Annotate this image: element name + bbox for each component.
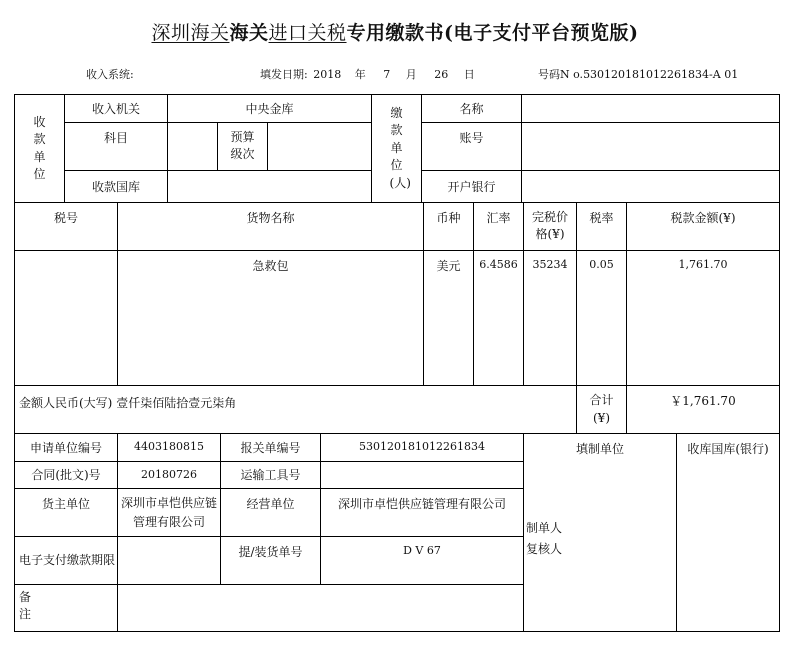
col-currency: 币种 — [424, 203, 474, 251]
amount-in-words — [15, 386, 577, 434]
amount-words-label: 金额人民币(大写) — [19, 396, 113, 410]
col-tax-no: 税号 — [15, 203, 118, 251]
title-form-name: 专用缴款书(电子支付平台预览版) — [346, 22, 639, 44]
item-duty-paid-price: 35234 — [524, 251, 577, 386]
payer-account-value — [522, 123, 780, 171]
income-system-label: 收入系统: — [86, 68, 134, 81]
owner-value: 深圳市卓恺供应链管理有限公司 — [118, 489, 221, 537]
document-title — [0, 18, 790, 45]
declaration-no-value: 530120181012261834 — [321, 434, 524, 462]
remarks-label: 备注 — [15, 585, 118, 632]
remarks-value — [118, 585, 524, 632]
fill-date-month: 7 — [383, 68, 391, 81]
payer-name-label: 名称 — [422, 95, 522, 123]
goods-header-row — [15, 203, 780, 251]
col-duty-paid-price: 完税价格(¥) — [524, 203, 577, 251]
col-tax-rate: 税率 — [577, 203, 627, 251]
authority-value: 中央金库 — [168, 95, 372, 123]
subject-value — [168, 123, 218, 171]
item-goods-name: 急救包 — [118, 251, 424, 386]
maker-label: 制单人 — [526, 521, 563, 535]
signers — [526, 518, 562, 560]
document-number-value: 530120181012261834-A 01 — [583, 68, 739, 81]
bill-no-label: 提/装货单号 — [221, 537, 321, 585]
item-tax-no — [15, 251, 118, 386]
owner-label: 货主单位 — [15, 489, 118, 537]
reviewer-label: 复核人 — [526, 542, 563, 556]
title-customs-name: 深圳海关 — [151, 22, 230, 44]
applicant-code-value: 4403180815 — [118, 434, 221, 462]
fill-date — [260, 66, 475, 82]
item-currency: 美元 — [424, 251, 474, 386]
treasury-bank-cell — [677, 434, 780, 632]
authority-label: 收入机关 — [65, 95, 168, 123]
contract-value: 20180726 — [118, 462, 221, 489]
col-exchange-rate: 汇率 — [474, 203, 524, 251]
item-tax-rate: 0.05 — [577, 251, 627, 386]
payer-section-label: 缴款单位(人) — [372, 95, 422, 203]
item-exchange-rate: 6.4586 — [474, 251, 524, 386]
receiver-payer-table — [14, 94, 780, 203]
income-system — [86, 66, 134, 82]
payer-name-value — [522, 95, 780, 123]
contract-label: 合同(批文)号 — [15, 462, 118, 489]
bill-no-value: D V 67 — [321, 537, 524, 585]
title-customs: 海关 — [229, 22, 269, 44]
title-tax-type: 进口关税 — [268, 22, 347, 44]
fill-unit-label: 填制单位 — [575, 442, 624, 456]
fill-date-day-unit: 日 — [463, 68, 475, 81]
receiver-section-label: 收款单位 — [15, 95, 65, 203]
budget-level-label: 预算级次 — [218, 123, 268, 171]
item-tax-amount: 1,761.70 — [627, 251, 780, 386]
fill-date-year: 2018 — [313, 68, 342, 81]
payer-bank-label: 开户银行 — [422, 171, 522, 203]
table-row — [15, 251, 780, 386]
fill-date-month-unit: 月 — [405, 68, 417, 81]
fill-unit-cell — [524, 434, 677, 632]
col-tax-amount: 税款金额(¥) — [627, 203, 780, 251]
details-table — [14, 433, 780, 632]
budget-level-value — [268, 123, 372, 171]
amount-table — [14, 385, 780, 434]
payer-account-label: 账号 — [422, 123, 522, 171]
fill-date-year-unit: 年 — [354, 68, 366, 81]
treasury-bank-label: 收库国库(银行) — [687, 442, 769, 456]
treasury-value — [168, 171, 372, 203]
document-number — [538, 66, 738, 82]
goods-table — [14, 202, 780, 386]
document-number-label: 号码N o. — [538, 68, 584, 81]
fill-date-day: 26 — [434, 68, 449, 81]
amount-words-value: 壹仟柒佰陆拾壹元柒角 — [116, 396, 237, 410]
operator-label: 经营单位 — [221, 489, 321, 537]
declaration-no-label: 报关单编号 — [221, 434, 321, 462]
total-value: ￥1,761.70 — [627, 386, 780, 434]
treasury-label: 收款国库 — [65, 171, 168, 203]
transport-value — [321, 462, 524, 489]
applicant-code-label: 申请单位编号 — [15, 434, 118, 462]
operator-value: 深圳市卓恺供应链管理有限公司 — [321, 489, 524, 537]
fill-date-label: 填发日期: — [260, 68, 308, 81]
epay-deadline-value — [118, 537, 221, 585]
total-label: 合计(¥) — [577, 386, 627, 434]
subject-label: 科目 — [65, 123, 168, 171]
col-goods-name: 货物名称 — [118, 203, 424, 251]
payer-bank-value — [522, 171, 780, 203]
transport-label: 运输工具号 — [221, 462, 321, 489]
epay-deadline-label: 电子支付缴款期限 — [15, 537, 118, 585]
